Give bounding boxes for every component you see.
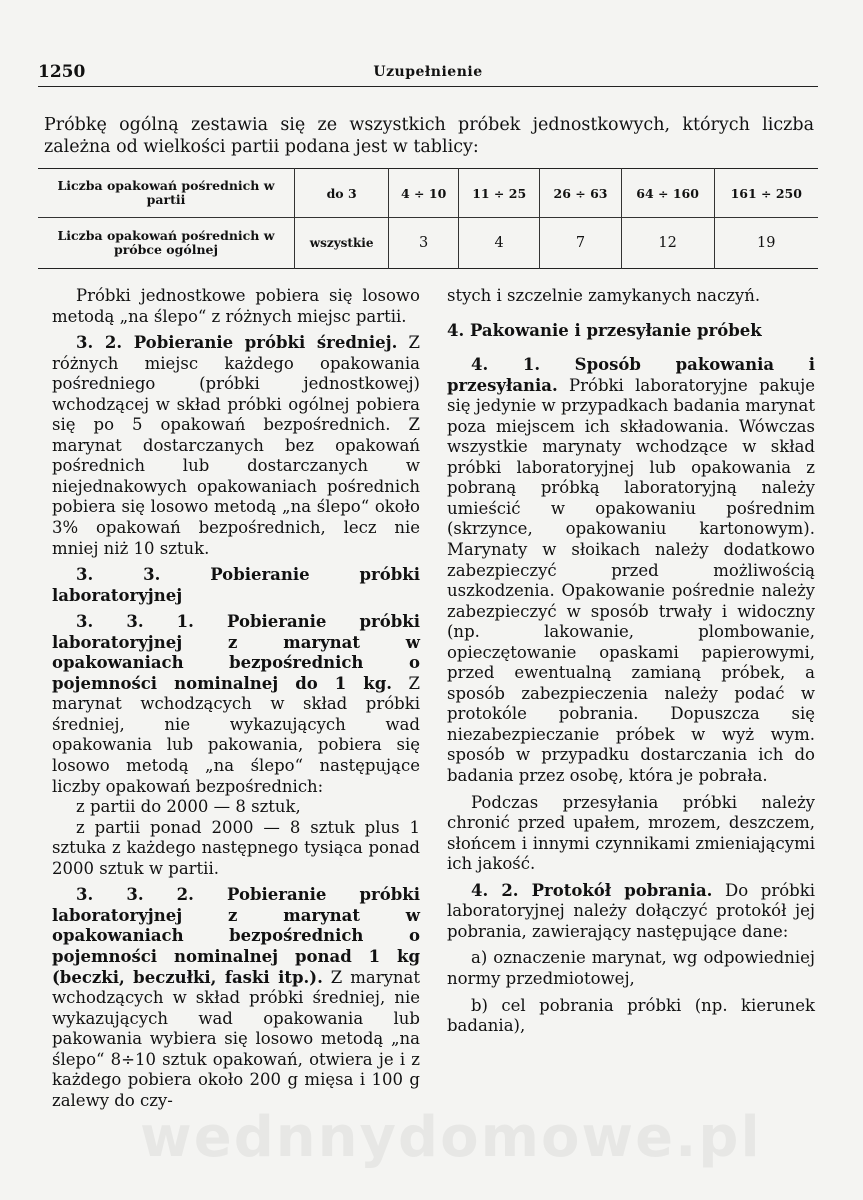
paragraph-text: Z różnych miejsc każdego opakowania pośredniego (próbki jednostkowej) wchodzącej w skład próbki ogólnej pobiera się po 5 opakowań bezpośrednich. Z marynat dostarczanych bez opakowań pośrednich lub dostarczanych w niejednakowych opakowaniach pośrednich pobiera się losowo metodą „na ślepo“ około 3% opakowań bezpośrednich, lecz nie mniej niż 10 sztuk. — [52, 333, 420, 558]
paragraph — [52, 333, 420, 559]
table-row — [38, 169, 818, 218]
section-heading: 4. 2. Protokół pobrania. — [471, 880, 713, 900]
row-label-sample-packages: Liczba opakowań pośrednich w próbce ogólnej — [57, 228, 275, 257]
paragraph — [52, 797, 420, 818]
paragraph — [447, 355, 815, 786]
paragraph — [52, 565, 420, 606]
paragraph — [447, 321, 815, 342]
list-item — [447, 948, 815, 989]
table-cell: 4 — [459, 218, 540, 269]
page-header — [38, 62, 818, 87]
paragraph — [447, 286, 815, 307]
paragraph — [52, 885, 420, 1111]
table-cell: 7 — [540, 218, 621, 269]
paragraph-text: stych i szczelnie zamykanych naczyń. — [447, 286, 761, 305]
table-cell: 64 ÷ 160 — [621, 169, 714, 218]
list-item — [447, 996, 815, 1037]
running-head: Uzupełnienie — [373, 64, 483, 80]
table-cell: 26 ÷ 63 — [540, 169, 621, 218]
table-cell: 19 — [714, 218, 818, 269]
table-cell: 12 — [621, 218, 714, 269]
paragraph — [52, 612, 420, 797]
paragraph-text: Podczas przesyłania próbki należy chronić przed upałem, mrozem, deszczem, słońcem i innymi czynnikami zmieniającymi ich jakość. — [447, 792, 815, 874]
paragraph — [447, 793, 815, 875]
paragraph-text: a) oznaczenie marynat, wg odpowiedniej normy przedmiotowej, — [447, 948, 815, 988]
table-cell: 3 — [389, 218, 459, 269]
sample-size-table — [38, 168, 818, 269]
table-cell: wszystkie — [295, 218, 389, 269]
row-label-lot-packages: Liczba opakowań pośrednich w partii — [38, 169, 295, 218]
watermark: wednnydomowe.pl — [140, 1105, 762, 1170]
page-number: 1250 — [38, 62, 86, 82]
section-heading: 3. 3. 2. Pobieranie próbki laboratoryjnej z marynat w opakowaniach bezpośrednich o pojemności nominalnej ponad 1 kg (beczki, beczułki, faski itp.). — [52, 885, 420, 987]
paragraph-text: z partii do 2000 — 8 sztuk, — [76, 797, 301, 817]
paragraph — [52, 818, 420, 880]
table-cell: 161 ÷ 250 — [714, 169, 818, 218]
section-heading: 3. 2. Pobieranie próbki średniej. — [76, 333, 398, 353]
section-heading: 3. 3. 1. Pobieranie próbki laboratoryjnej z marynat w opakowaniach bezpośrednich o pojemności nominalnej do 1 kg. — [52, 612, 420, 693]
paragraph — [52, 286, 420, 327]
paragraph-text: Próbki laboratoryjne pakuje się jedynie w przypadkach badania marynat poza miejscem ich składowania. Wówczas wszystkie marynaty wchodzące w skład próbki laboratoryjnej lub opakowania z pobraną próbką laboratoryjną należy umieścić w opakowaniu pośrednim (skrzynce, opakowaniu kartonowym). Marynaty w słoikach należy dodatkowo zabezpieczyć przed możliwością uszkodzenia. Opakowanie pośrednie należy zabezpieczyć w sposób trwały i widoczny (np. lakowanie, plombowanie, opieczętowanie opaskami papierowymi, przed ewentualną zamianą próbek, a sposób zabezpieczenia należy podać w protokóle pobrania. Dopuszcza się niezabezpieczanie próbek w wyż wym. sposób w przypadku dostarczania ich do badania przez osobę, która je pobrała. — [447, 375, 815, 786]
section-heading: 4. 1. Sposób pakowania i przesyłania. — [447, 355, 815, 395]
paragraph-text: Z marynat wchodzących w skład próbki średniej, nie wykazujących wad opakowania lub pakowania, pobiera się losowo metodą „na ślepo“ następujące liczby opakowań bezpośrednich: — [52, 673, 420, 796]
paragraph-text: Do próbki laboratoryjnej należy dołączyć protokół jej pobrania, zawierający następujące dane: — [447, 880, 815, 941]
paragraph — [447, 881, 815, 943]
section-heading: 4. Pakowanie i przesyłanie próbek — [447, 320, 762, 340]
table-cell: 4 ÷ 10 — [389, 169, 459, 218]
table-row — [38, 218, 818, 269]
paragraph-text: Próbki jednostkowe pobiera się losowo metodą „na ślepo“ z różnych miejsc partii. — [52, 286, 420, 326]
section-heading: 3. 3. Pobieranie próbki laboratoryjnej — [52, 565, 420, 605]
paragraph-text: z partii ponad 2000 — 8 sztuk plus 1 sztuka z każdego następnego tysiąca ponad 2000 sztuk w partii. — [52, 817, 420, 878]
table-cell: 11 ÷ 25 — [459, 169, 540, 218]
intro-paragraph: Próbkę ogólną zestawia się ze wszystkich próbek jednostkowych, których liczba zależna od wielkości partii podana jest w tablicy: — [44, 115, 814, 157]
paragraph-text: b) cel pobrania próbki (np. kierunek badania), — [447, 995, 815, 1036]
paragraph-text: Z marynat wchodzących w skład próbki średniej, nie wykazujących wad opakowania lub pakowania wybiera się losowo metodą „na ślepo“ 8÷10 sztuk opakowań, otwiera je i z każdego pobiera około 200 g mięsa i 100 g zalewy do czy- — [52, 967, 420, 1110]
right-column — [447, 286, 815, 1037]
left-column — [52, 286, 420, 1111]
table-cell: do 3 — [295, 169, 389, 218]
